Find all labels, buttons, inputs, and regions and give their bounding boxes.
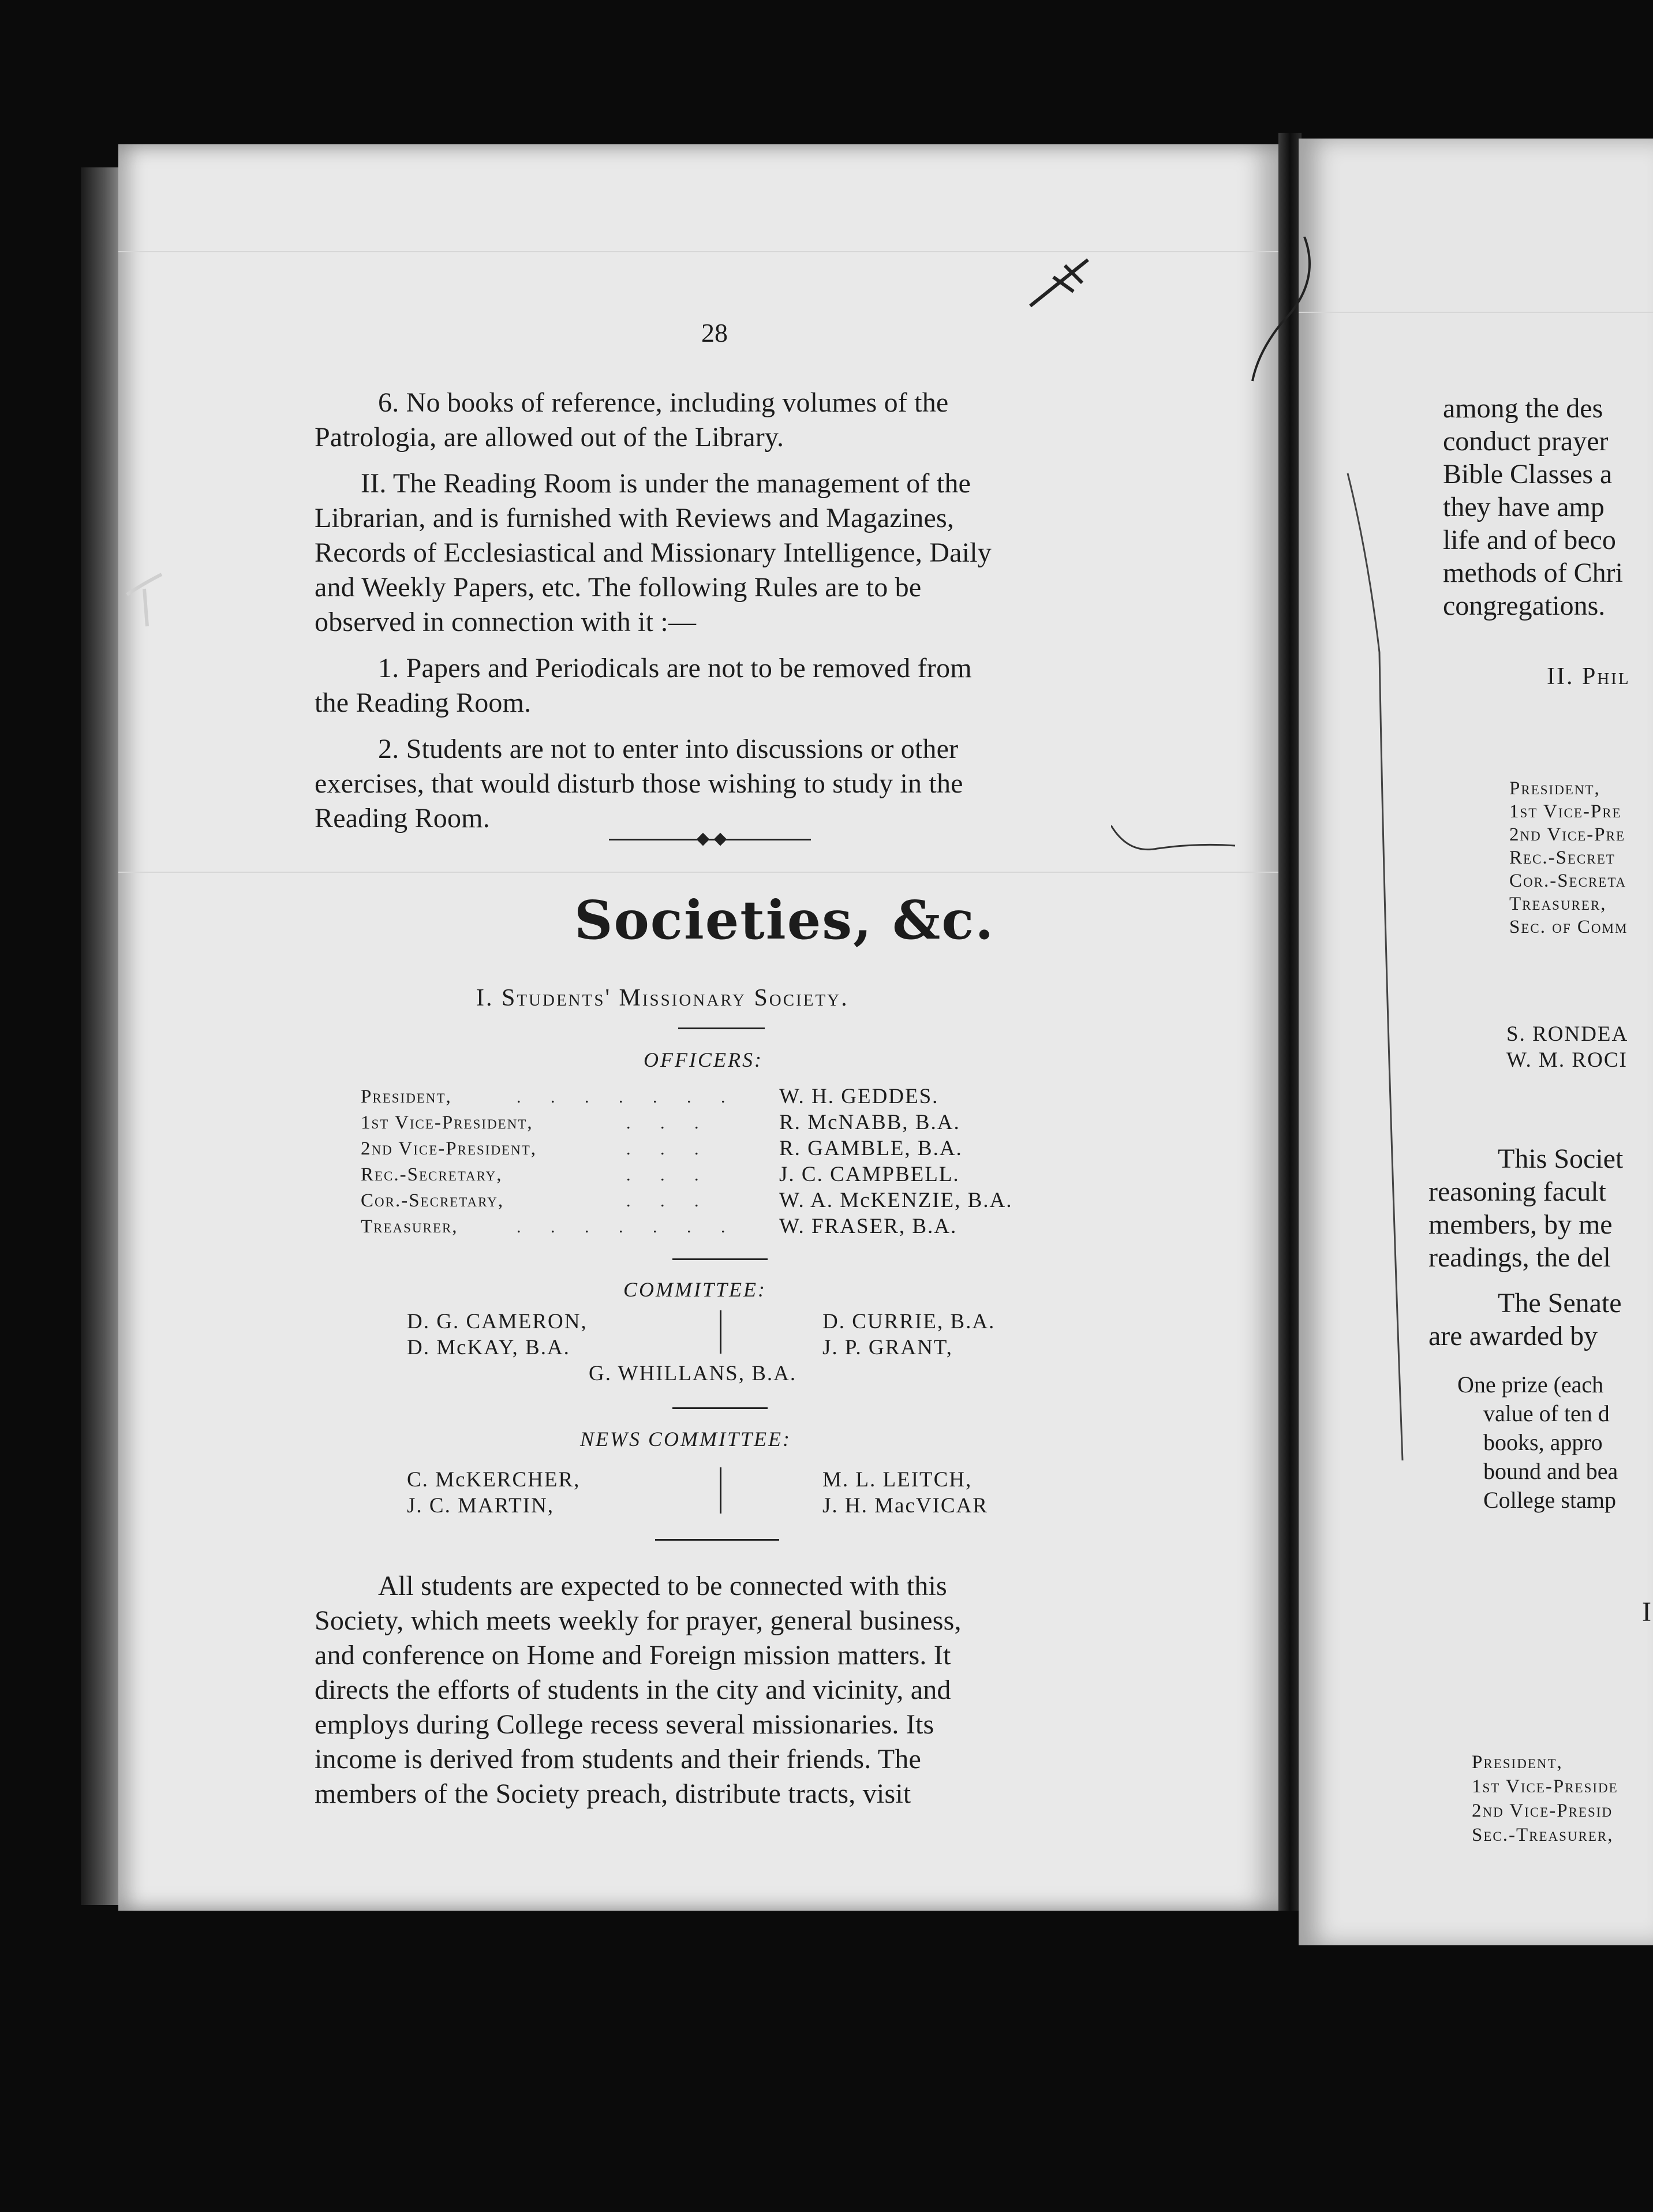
ornament-diamond — [714, 833, 727, 846]
officer-role: 1st Vice-Pre — [1509, 801, 1622, 822]
news-committee-heading: NEWS COMMITTEE: — [580, 1428, 791, 1451]
news-committee-member: M. L. LEITCH, — [822, 1468, 973, 1492]
text-line: value of ten d — [1483, 1400, 1610, 1426]
officer-role: Treasurer, — [1509, 894, 1607, 914]
officer-role: Treasurer, — [361, 1216, 458, 1237]
officer-role: 2nd Vice-Presid — [1472, 1800, 1613, 1821]
text-line: among the des — [1443, 393, 1603, 424]
news-committee-member: C. McKERCHER, — [407, 1468, 581, 1492]
short-rule — [672, 1258, 768, 1260]
column-divider — [720, 1467, 721, 1514]
text-line: bound and bea — [1483, 1458, 1618, 1484]
officer-name: W. FRASER, B.A. — [779, 1215, 958, 1238]
committee-heading: COMMITTEE: — [623, 1278, 766, 1301]
text-line: II. The Reading Room is under the management of the — [361, 468, 971, 499]
officer-name: R. McNABB, B.A. — [779, 1111, 960, 1134]
society-title: I. Students' Missionary Society. — [476, 985, 849, 1011]
thread-mark-icon — [1247, 237, 1327, 387]
text-line: employs during College recess several missionaries. Its — [315, 1709, 934, 1740]
ornament-diamond — [697, 833, 710, 846]
officer-name: W. A. McKENZIE, B.A. — [779, 1189, 1013, 1212]
officer-role: 2nd Vice-Pre — [1509, 824, 1625, 845]
text-line: 1. Papers and Periodicals are not to be removed from — [378, 653, 972, 683]
officer-name: J. C. CAMPBELL. — [779, 1163, 960, 1186]
text-line: conduct prayer — [1443, 426, 1609, 457]
text-line: College stamp — [1483, 1487, 1616, 1513]
leader-dots: . . . — [626, 1139, 712, 1159]
committee-member: D. CURRIE, B.A. — [822, 1310, 996, 1333]
text-line: The Senate — [1498, 1288, 1622, 1318]
committee-member: D. McKAY, B.A. — [407, 1336, 570, 1359]
societies-heading: Societies, &c. — [574, 889, 995, 951]
text-line: This Societ — [1498, 1144, 1624, 1174]
committee-member: J. P. GRANT, — [822, 1336, 953, 1359]
officer-role: 2nd Vice-President, — [361, 1138, 537, 1159]
officer-role: 1st Vice-Preside — [1472, 1776, 1618, 1797]
leader-dots: . . . . . . . — [517, 1088, 738, 1107]
text-line: observed in connection with it :— — [315, 607, 697, 637]
page-rule-line — [1299, 312, 1653, 313]
committee-member: G. WHILLANS, B.A. — [589, 1362, 797, 1385]
text-line: All students are expected to be connected with this — [378, 1571, 947, 1601]
officer-role: Cor.-Secreta — [1509, 870, 1627, 891]
text-line: life and of beco — [1443, 525, 1616, 555]
officer-role: Sec. of Comm — [1509, 917, 1628, 937]
leader-dots: . . . — [626, 1114, 712, 1133]
text-line: methods of Chri — [1443, 558, 1623, 588]
page-number: 28 — [701, 318, 728, 348]
text-line: Bible Classes a — [1443, 459, 1613, 490]
pencil-stroke-icon — [1111, 820, 1238, 866]
page-rule-line — [118, 872, 1278, 873]
leader-dots: . . . — [626, 1165, 712, 1185]
officer-role: 1st Vice-President, — [361, 1112, 533, 1133]
text-line: directs the efforts of students in the city and vicinity, and — [315, 1675, 951, 1705]
right-page — [1299, 139, 1653, 1945]
text-line: 2. Students are not to enter into discussions or other — [378, 734, 959, 764]
officer-name: R. GAMBLE, B.A. — [779, 1137, 963, 1160]
text-line: members of the Society preach, distribute tracts, visit — [315, 1778, 911, 1809]
text-line: members, by me — [1428, 1209, 1613, 1240]
text-line: are awarded by — [1428, 1321, 1598, 1351]
text-line: and Weekly Papers, etc. The following Rules are to be — [315, 572, 922, 603]
short-rule — [678, 1027, 765, 1029]
officer-role: Rec.-Secretary, — [361, 1164, 503, 1185]
officer-name: W. M. ROCI — [1506, 1048, 1628, 1072]
leader-dots: . . . . . . . — [517, 1217, 738, 1236]
book-gutter — [1278, 133, 1302, 1911]
text-line: congregations. — [1443, 591, 1606, 621]
text-line: Records of Ecclesiastical and Missionary Intelligence, Daily — [315, 537, 992, 568]
officer-role: President, — [1509, 778, 1600, 799]
committee-member: D. G. CAMERON, — [407, 1310, 588, 1333]
short-rule — [655, 1539, 779, 1541]
pencil-line-icon — [1345, 468, 1472, 1484]
text-line: the Reading Room. — [315, 687, 532, 718]
short-rule — [672, 1407, 768, 1409]
officer-role: Sec.-Treasurer, — [1472, 1825, 1614, 1845]
officer-name: S. RONDEA — [1506, 1022, 1629, 1046]
ink-mark-icon — [1019, 248, 1099, 317]
news-committee-member: J. H. MacVICAR — [822, 1494, 988, 1518]
margin-mark-icon — [121, 571, 173, 635]
leader-dots: . . . — [626, 1191, 712, 1210]
officer-role: Cor.-Secretary, — [361, 1190, 504, 1211]
page-rule-line — [118, 251, 1278, 252]
officer-name: W. H. GEDDES. — [779, 1085, 939, 1108]
section-marker: I — [1642, 1597, 1651, 1627]
text-line: Patrologia, are allowed out of the Library. — [315, 422, 784, 453]
text-line: One prize (each — [1457, 1372, 1604, 1398]
text-line: they have amp — [1443, 492, 1605, 522]
officer-role: President, — [1472, 1752, 1563, 1773]
text-line: Reading Room. — [315, 803, 490, 834]
text-line: income is derived from students and their friends. The — [315, 1744, 921, 1774]
book-spine-edge — [81, 167, 121, 1905]
section-heading: II. Phil — [1547, 663, 1630, 690]
text-line: and conference on Home and Foreign mission matters. It — [315, 1640, 951, 1671]
column-divider — [720, 1310, 721, 1354]
officer-role: President, — [361, 1086, 452, 1107]
text-line: exercises, that would disturb those wishing to study in the — [315, 768, 963, 799]
text-line: 6. No books of reference, including volumes of the — [378, 387, 949, 418]
ornament-rule — [609, 839, 811, 840]
text-line: books, appro — [1483, 1429, 1603, 1455]
officer-role: Rec.-Secret — [1509, 847, 1615, 868]
officers-heading: OFFICERS: — [644, 1048, 763, 1071]
left-page — [118, 144, 1278, 1911]
text-line: readings, the del — [1428, 1242, 1611, 1273]
text-line: Society, which meets weekly for prayer, general business, — [315, 1605, 962, 1636]
text-line: Librarian, and is furnished with Reviews and Magazines, — [315, 503, 955, 533]
text-line: reasoning facult — [1428, 1176, 1606, 1207]
news-committee-member: J. C. MARTIN, — [407, 1494, 555, 1518]
